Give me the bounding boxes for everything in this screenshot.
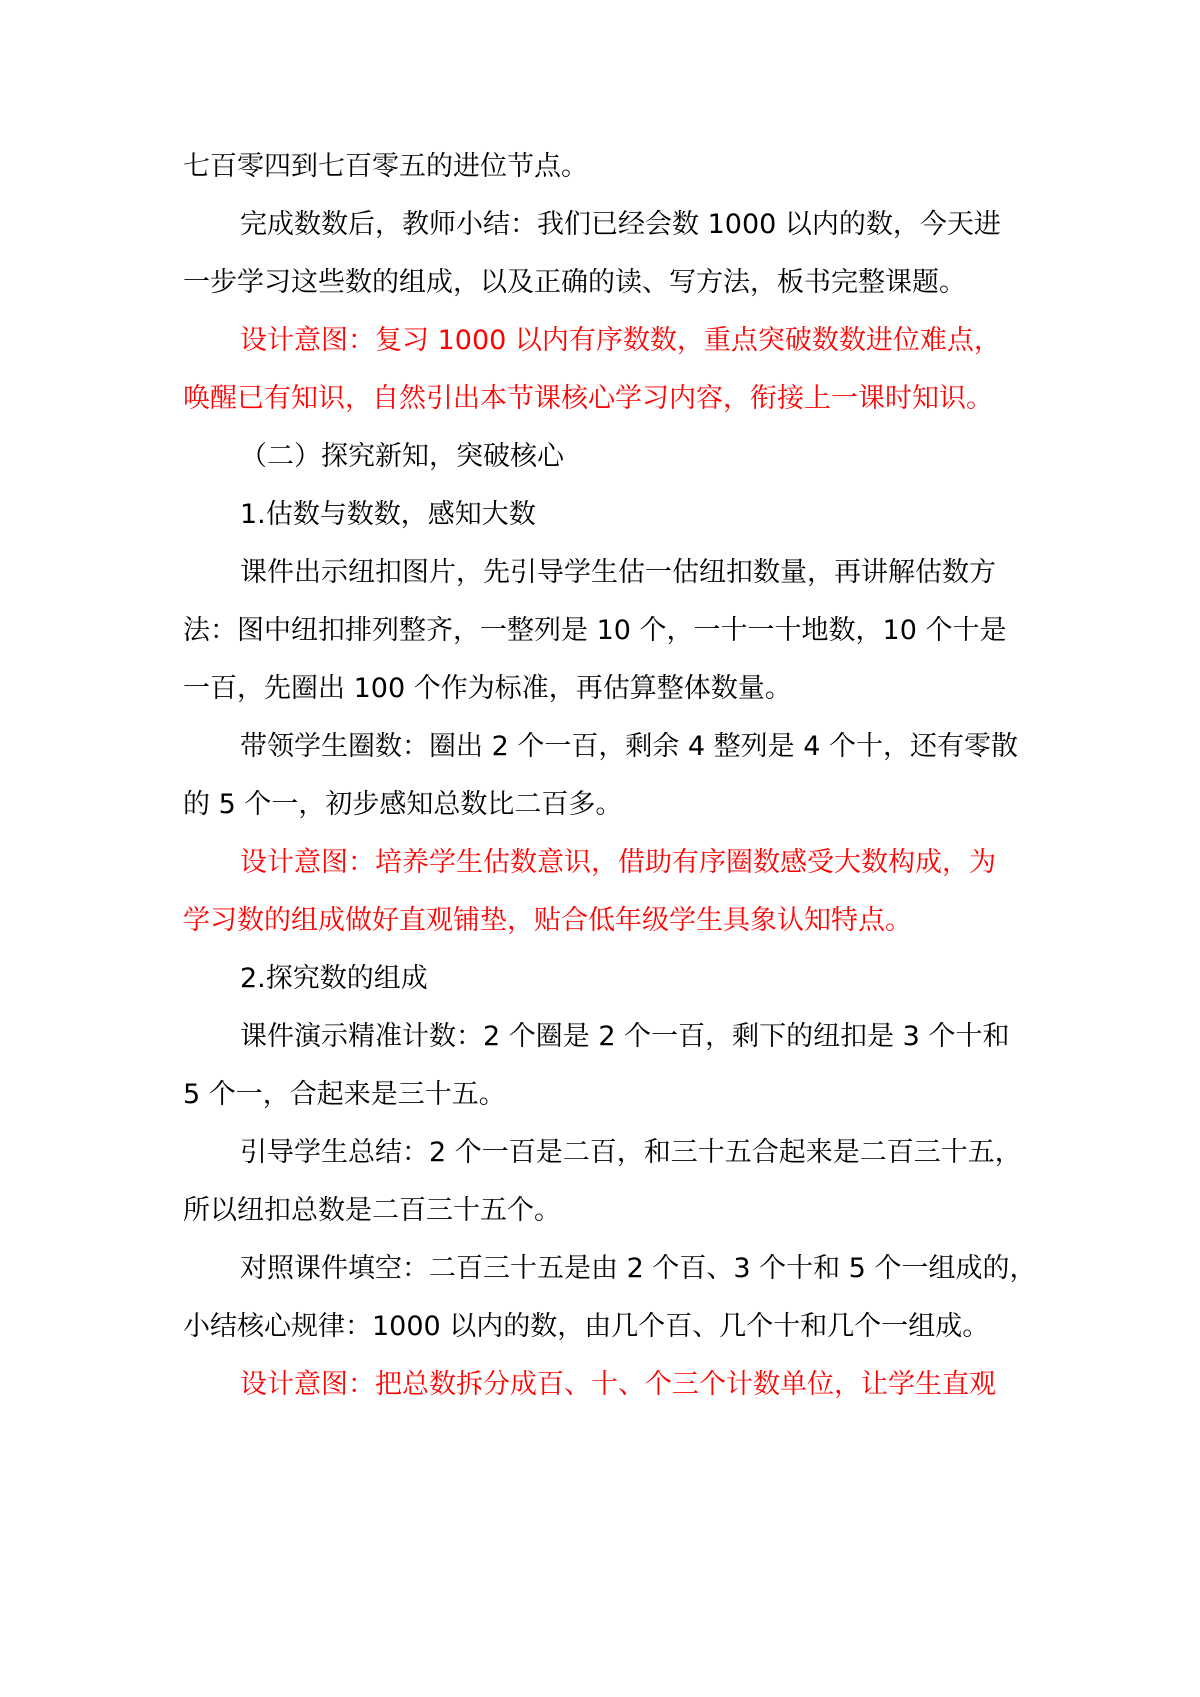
paragraph-line: 对照课件填空：二百三十五是由 2 个百、3 个十和 5 个一组成的， [240,1253,1037,1284]
paragraph-line: 七百零四到七百零五的进位节点。 [183,151,588,182]
subsection-heading: 2.探究数的组成 [240,963,428,994]
paragraph-line: 法：图中纽扣排列整齐，一整列是 10 个，一十一十地数，10 个十是 [183,615,1007,646]
paragraph-line: 一百，先圈出 100 个作为标准，再估算整体数量。 [183,673,792,704]
paragraph-line: 所以纽扣总数是二百三十五个。 [183,1195,561,1226]
paragraph-line: 5 个一，合起来是三十五。 [183,1079,506,1110]
design-intent-line: 设计意图：培养学生估数意识，借助有序圈数感受大数构成，为 [240,847,996,878]
paragraph-line: 完成数数后，教师小结：我们已经会数 1000 以内的数，今天进 [240,209,1001,240]
paragraph-line: 引导学生总结：2 个一百是二百，和三十五合起来是二百三十五， [240,1137,1022,1168]
paragraph-line: 小结核心规律：1000 以内的数，由几个百、几个十和几个一组成。 [183,1311,990,1342]
paragraph-line: 的 5 个一，初步感知总数比二百多。 [183,789,623,820]
design-intent-line: 设计意图：复习 1000 以内有序数数，重点突破数数进位难点， [240,325,1001,356]
design-intent-line: 唤醒已有知识，自然引出本节课核心学习内容，衔接上一课时知识。 [183,383,993,414]
design-intent-line: 学习数的组成做好直观铺垫，贴合低年级学生具象认知特点。 [183,905,912,936]
paragraph-line: 一步学习这些数的组成，以及正确的读、写方法，板书完整课题。 [183,267,966,298]
design-intent-line: 设计意图：把总数拆分成百、十、个三个计数单位，让学生直观 [240,1369,996,1400]
paragraph-line: 课件演示精准计数：2 个圈是 2 个一百，剩下的纽扣是 3 个十和 [240,1021,1010,1052]
section-heading: （二）探究新知，突破核心 [240,441,564,472]
subsection-heading: 1.估数与数数，感知大数 [240,499,536,530]
paragraph-line: 课件出示纽扣图片，先引导学生估一估纽扣数量，再讲解估数方 [240,557,996,588]
paragraph-line: 带领学生圈数：圈出 2 个一百，剩余 4 整列是 4 个十，还有零散 [240,731,1019,762]
